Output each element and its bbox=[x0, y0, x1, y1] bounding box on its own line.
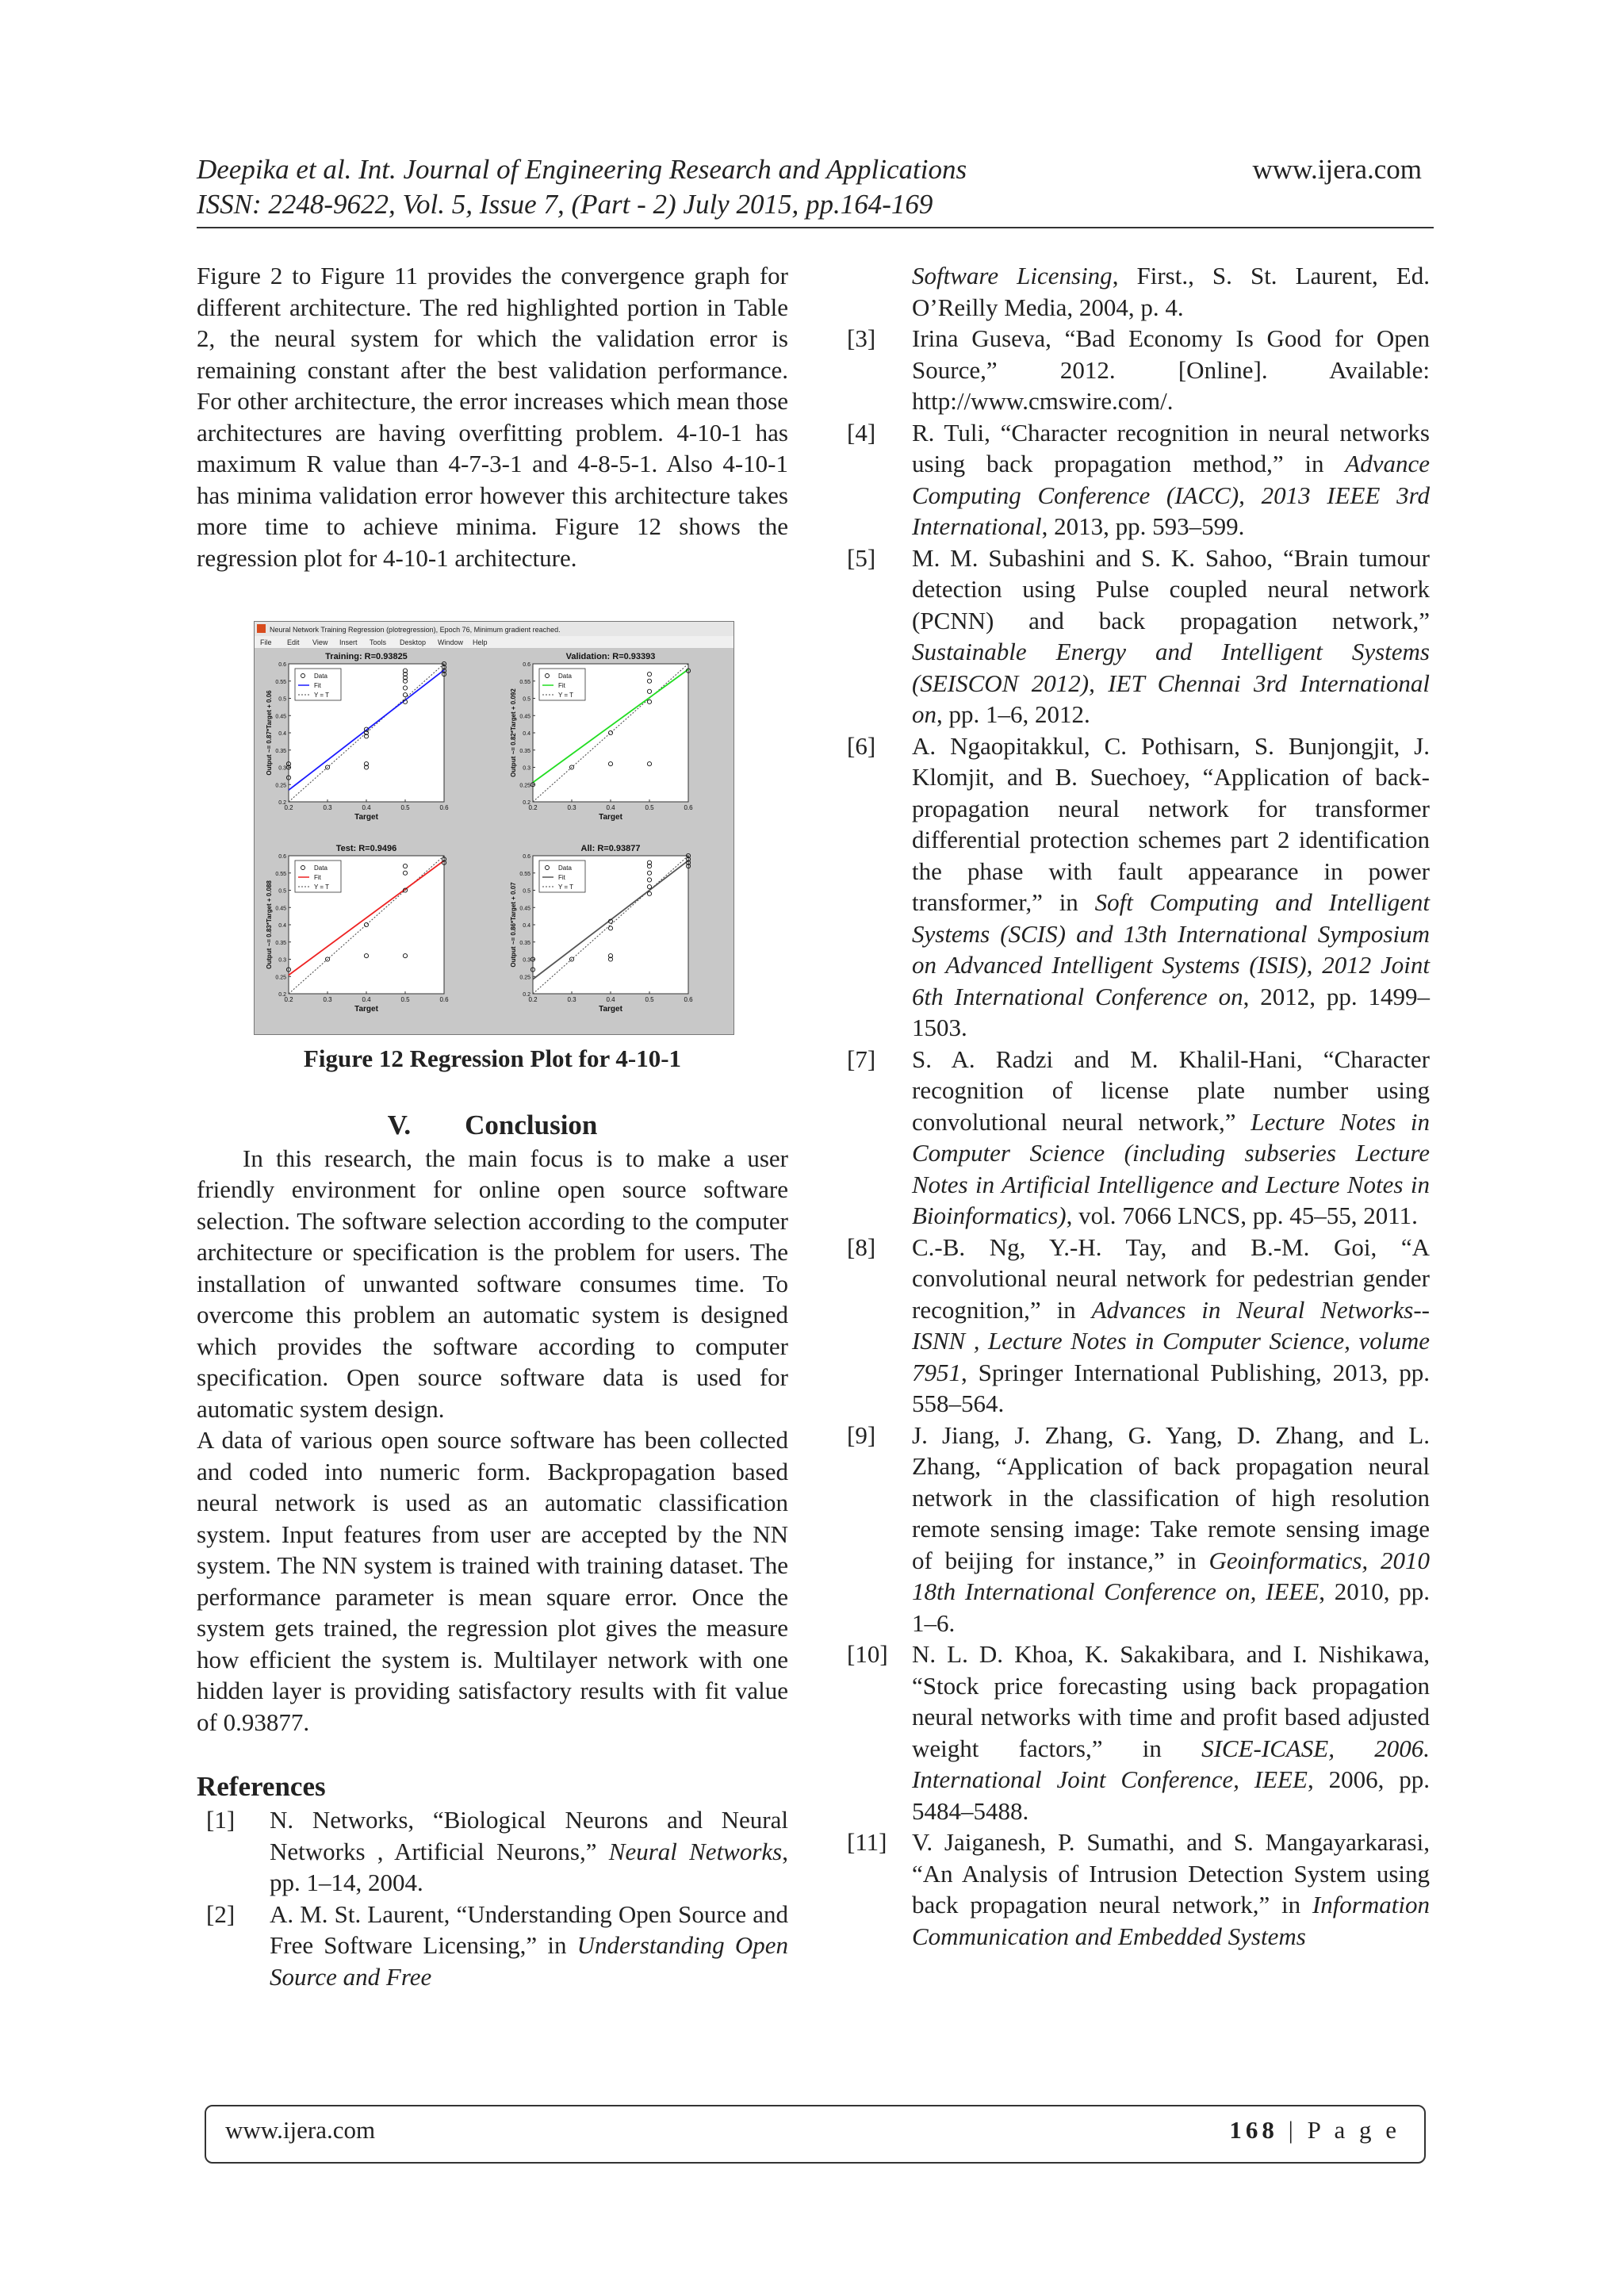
menu-item[interactable]: Insert bbox=[339, 638, 358, 646]
x-tick-label: 0.6 bbox=[439, 996, 449, 1003]
reference-source: Understanding Open Source and Free bbox=[270, 1931, 788, 1991]
x-tick-label: 0.4 bbox=[606, 804, 615, 811]
page-number-value: 168 bbox=[1229, 2116, 1278, 2144]
matlab-icon bbox=[257, 624, 266, 633]
x-axis-label: Target bbox=[354, 1005, 378, 1014]
x-tick-label: 0.4 bbox=[362, 996, 371, 1003]
reference-text: A. M. St. Laurent, “Understanding Open Source and Free Software Licensing,” in bbox=[270, 1899, 788, 1959]
reference-source: Geoinformatics, 2010 18th International Conference on, IEEE bbox=[912, 1546, 1430, 1605]
y-tick-label: 0.55 bbox=[519, 679, 530, 685]
reference-text: J. Jiang, J. Zhang, G. Yang, D. Zhang, and L. Zhang, “Application of back propagation neural network in the classification of high resolution remote sensing image: Take remote sensing image of beijing for instance,” in bbox=[912, 1420, 1430, 1574]
running-header bbox=[197, 152, 1422, 222]
reference-details: , pp. 1–6, 2012. bbox=[936, 700, 1090, 728]
y-tick-label: 0.4 bbox=[523, 923, 530, 929]
reference-details: , 2012, pp. 1499–1503. bbox=[912, 982, 1431, 1041]
x-tick-label: 0.5 bbox=[400, 804, 410, 811]
legend-entry: Data bbox=[558, 864, 572, 872]
reference-item bbox=[847, 1232, 1430, 1420]
y-tick-label: 0.3 bbox=[278, 957, 286, 964]
menu-item[interactable]: Desktop bbox=[400, 638, 427, 646]
menu-item[interactable]: File bbox=[260, 638, 272, 646]
y-tick-label: 0.2 bbox=[523, 992, 530, 998]
menu-item[interactable]: Window bbox=[438, 638, 464, 646]
reference-source: Information Communication and Embedded Systems bbox=[912, 1891, 1430, 1950]
figure-window-title: Neural Network Training Regression (plotregression), Epoch 76, Minimum gradient reached. bbox=[270, 626, 561, 634]
subplot-title: Test: R=0.9496 bbox=[335, 844, 397, 853]
menu-item[interactable]: Tools bbox=[370, 638, 387, 646]
legend-entry: Data bbox=[314, 673, 327, 680]
reference-item bbox=[847, 1044, 1430, 1232]
y-tick-label: 0.6 bbox=[278, 662, 286, 668]
section-number: V. bbox=[387, 1109, 412, 1140]
reference-source: Sustainable Energy and Intelligent Systems (SEISCON 2012), IET Chennai 3rd International on bbox=[912, 638, 1430, 728]
reference-details: , 2006, pp. 5484–5488. bbox=[912, 1765, 1430, 1825]
x-tick-label: 0.6 bbox=[684, 996, 693, 1003]
legend-entry: Y = T bbox=[558, 884, 574, 891]
reference-details: , 2013, pp. 593–599. bbox=[1041, 512, 1245, 540]
x-tick-label: 0.2 bbox=[528, 804, 538, 811]
reference-source: Advances in Neural Networks--ISNN , Lecture Notes in Computer Science, volume 7951 bbox=[912, 1295, 1430, 1386]
page-label: | P a g e bbox=[1277, 2116, 1400, 2144]
legend-entry: Y = T bbox=[558, 692, 574, 699]
reference-number: [4] bbox=[847, 418, 876, 447]
reference-number: [2] bbox=[206, 1899, 236, 1928]
x-tick-label: 0.3 bbox=[323, 804, 332, 811]
x-tick-label: 0.5 bbox=[400, 996, 410, 1003]
y-tick-label: 0.45 bbox=[519, 714, 530, 720]
reference-number: [10] bbox=[847, 1640, 888, 1668]
reference-item bbox=[847, 730, 1430, 1044]
subplot-title: All: R=0.93877 bbox=[580, 844, 641, 853]
x-tick-label: 0.3 bbox=[567, 804, 576, 811]
reference-number: [3] bbox=[847, 324, 876, 352]
legend-entry: Fit bbox=[558, 682, 565, 689]
reference-number: [11] bbox=[847, 1828, 887, 1856]
x-axis-label: Target bbox=[599, 1005, 622, 1014]
reference-source: SICE-ICASE, 2006. International Joint Conference, IEEE bbox=[912, 1734, 1430, 1793]
conclusion-heading bbox=[197, 1108, 788, 1143]
y-tick-label: 0.2 bbox=[278, 800, 286, 806]
subplot-title: Training: R=0.93825 bbox=[325, 652, 408, 661]
figure-menu bbox=[260, 638, 488, 646]
x-axis-label: Target bbox=[599, 813, 622, 822]
reference-details: , First., S. St. Laurent, Ed. O’Reilly Media, 2004, p. 4. bbox=[912, 262, 1430, 321]
legend-entry: Y = T bbox=[314, 692, 330, 699]
y-axis-label: Output ~= 0.82*Target + 0.092 bbox=[510, 688, 517, 777]
x-tick-label: 0.2 bbox=[284, 804, 293, 811]
reference-details: , vol. 7066 LNCS, pp. 45–55, 2011. bbox=[1066, 1202, 1418, 1229]
y-tick-label: 0.6 bbox=[523, 662, 530, 668]
reference-source: Neural Networks bbox=[608, 1837, 783, 1865]
x-tick-label: 0.3 bbox=[323, 996, 332, 1003]
reference-item bbox=[847, 1639, 1430, 1826]
reference-source: Advance Computing Conference (IACC), 2013 IEEE 3rd International bbox=[912, 450, 1430, 540]
y-tick-label: 0.5 bbox=[278, 888, 286, 895]
y-tick-label: 0.35 bbox=[519, 748, 530, 754]
y-tick-label: 0.5 bbox=[278, 696, 286, 703]
header-divider bbox=[197, 227, 1434, 228]
x-tick-label: 0.4 bbox=[362, 804, 371, 811]
y-tick-label: 0.2 bbox=[523, 800, 530, 806]
y-tick-label: 0.35 bbox=[519, 940, 530, 946]
y-tick-label: 0.4 bbox=[278, 731, 286, 737]
y-tick-label: 0.35 bbox=[275, 940, 286, 946]
legend-entry: Data bbox=[314, 864, 327, 872]
y-axis-label: Output ~= 0.86*Target + 0.07 bbox=[510, 882, 517, 968]
reference-number: [5] bbox=[847, 543, 876, 572]
reference-item bbox=[197, 1804, 788, 1899]
reference-text: N. Networks, “Biological Neurons and Neural Networks , Artificial Neurons,” bbox=[270, 1806, 788, 1865]
y-tick-label: 0.5 bbox=[523, 696, 530, 703]
reference-number: [7] bbox=[847, 1045, 876, 1073]
reference-number: [6] bbox=[847, 731, 876, 760]
y-tick-label: 0.35 bbox=[275, 748, 286, 754]
reference-source: Soft Computing and Intelligent Systems (SCIS) and 13th International Symposium on Advanced Intelligent Systems (ISIS), 2012 Joint 6th International Conference on bbox=[912, 888, 1431, 1010]
menu-item[interactable]: Help bbox=[473, 638, 488, 646]
section-title: Conclusion bbox=[465, 1109, 598, 1140]
reference-source: Software Licensing bbox=[912, 262, 1113, 289]
y-tick-label: 0.6 bbox=[523, 854, 530, 860]
reference-text: A. Ngaopitakkul, C. Pothisarn, S. Bunjongjit, J. Klomjit, and B. Suechoey, “Application of back-propagation neural network for transformer differential protection schemes part 2 identification the phase with fault appearance in power transformer,” in bbox=[912, 731, 1430, 916]
legend-entry: Fit bbox=[558, 874, 565, 881]
reference-text: S. A. Radzi and M. Khalil-Hani, “Character recognition of license plate number using convolutional neural network,” bbox=[912, 1045, 1430, 1136]
reference-item bbox=[847, 1420, 1430, 1639]
x-tick-label: 0.5 bbox=[645, 804, 654, 811]
legend-entry: Fit bbox=[314, 682, 321, 689]
x-tick-label: 0.6 bbox=[439, 804, 449, 811]
reference-number: [1] bbox=[206, 1806, 236, 1834]
x-tick-label: 0.3 bbox=[567, 996, 576, 1003]
x-tick-label: 0.6 bbox=[684, 804, 693, 811]
references-heading: References bbox=[197, 1771, 326, 1802]
reference-text: V. Jaiganesh, P. Sumathi, and S. Mangayarkarasi, “An Analysis of Intrusion Detection System using back propagation neural network,” in bbox=[912, 1828, 1430, 1918]
regression-figure bbox=[254, 621, 734, 1035]
x-tick-label: 0.5 bbox=[645, 996, 654, 1003]
reference-item bbox=[847, 417, 1430, 542]
legend-entry: Data bbox=[558, 673, 572, 680]
right-column bbox=[847, 260, 1430, 1952]
reference-text: C.-B. Ng, Y.-H. Tay, and B.-M. Goi, “A convolutional neural network for pedestrian gender recognition,” in bbox=[912, 1232, 1430, 1324]
reference-item bbox=[847, 323, 1430, 417]
y-tick-label: 0.45 bbox=[275, 714, 286, 720]
reference-details: , 2010, pp. 1–6. bbox=[912, 1577, 1430, 1637]
y-axis-label: Output ~= 0.83*Target + 0.088 bbox=[266, 880, 273, 969]
y-tick-label: 0.55 bbox=[275, 679, 286, 685]
left-column bbox=[197, 260, 788, 1992]
reference-text: N. L. D. Khoa, K. Sakakibara, and I. Nishikawa, “Stock price forecasting using back propagation neural networks with time and profit based adjusted weight factors,” in bbox=[912, 1640, 1430, 1762]
header-url[interactable]: www.ijera.com bbox=[1252, 154, 1422, 185]
reference-text: M. M. Subashini and S. K. Sahoo, “Brain tumour detection using Pulse coupled neural network (PCNN) and back propagation network,” bbox=[912, 543, 1430, 634]
y-tick-label: 0.55 bbox=[519, 871, 530, 877]
y-tick-label: 0.45 bbox=[519, 906, 530, 912]
reference-source: Lecture Notes in Computer Science (including subseries Lecture Notes in Artificial Intelligence and Lecture Notes in Bioinformatics) bbox=[912, 1107, 1430, 1229]
reference-text: Irina Guseva, “Bad Economy Is Good for Open Source,” 2012. [Online]. Available: http://www.cmswire.com/. bbox=[912, 324, 1430, 415]
y-tick-label: 0.3 bbox=[523, 765, 530, 772]
x-tick-label: 0.2 bbox=[528, 996, 538, 1003]
reference-item bbox=[197, 1899, 788, 1993]
x-tick-label: 0.4 bbox=[606, 996, 615, 1003]
y-tick-label: 0.2 bbox=[278, 992, 286, 998]
subplot-title: Validation: R=0.93393 bbox=[565, 652, 656, 661]
conclusion-paragraph-1: In this research, the main focus is to make a user friendly environment for online open source software selection. The software selection according to the computer architecture or specification is the problem for users. The installation of unwanted software consumes time. To overcome this problem an automatic system is designed which provides the software according to computer specification. Open source software data is used for automatic system design. bbox=[197, 1144, 788, 1423]
reference-details: , pp. 1–14, 2004. bbox=[270, 1837, 788, 1896]
y-axis-label: Output ~= 0.87*Target + 0.06 bbox=[266, 690, 273, 776]
y-tick-label: 0.3 bbox=[523, 957, 530, 964]
menu-item[interactable]: Edit bbox=[287, 638, 300, 646]
header-issn-line: ISSN: 2248-9622, Vol. 5, Issue 7, (Part - 2) July 2015, pp.164-169 bbox=[197, 189, 933, 220]
y-tick-label: 0.6 bbox=[278, 854, 286, 860]
x-axis-label: Target bbox=[354, 813, 378, 822]
y-tick-label: 0.55 bbox=[275, 871, 286, 877]
menu-item[interactable]: View bbox=[312, 638, 328, 646]
figure-caption: Figure 12 Regression Plot for 4-10-1 bbox=[303, 1045, 682, 1072]
y-tick-label: 0.45 bbox=[275, 906, 286, 912]
reference-item bbox=[847, 1826, 1430, 1952]
y-tick-label: 0.5 bbox=[523, 888, 530, 895]
y-tick-label: 0.4 bbox=[523, 731, 530, 737]
y-tick-label: 0.4 bbox=[278, 923, 286, 929]
page-number bbox=[1229, 2116, 1400, 2145]
footer-url[interactable]: www.ijera.com bbox=[225, 2116, 376, 2144]
page-footer bbox=[205, 2105, 1426, 2164]
header-journal-line: Deepika et al. Int. Journal of Engineering Research and Applications bbox=[197, 154, 967, 185]
regression-figure-svg bbox=[254, 621, 734, 1035]
reference-number: [9] bbox=[847, 1420, 876, 1449]
reference-item-continued bbox=[847, 260, 1430, 323]
reference-text: R. Tuli, “Character recognition in neural networks using back propagation method,” in bbox=[912, 418, 1430, 477]
legend-entry: Y = T bbox=[314, 884, 330, 891]
reference-number: [8] bbox=[847, 1232, 876, 1261]
y-tick-label: 0.25 bbox=[275, 783, 286, 789]
y-tick-label: 0.25 bbox=[519, 975, 530, 981]
reference-item bbox=[847, 542, 1430, 730]
x-tick-label: 0.2 bbox=[284, 996, 293, 1003]
y-tick-label: 0.3 bbox=[278, 765, 286, 772]
intro-paragraph: Figure 2 to Figure 11 provides the convergence graph for different architecture. The red highlighted portion in Table 2, the neural system for which the validation error is remaining constant after the best validation performance. For other architecture, the error increases which mean those architectures are having overfitting problem. 4-10-1 has maximum R value than 4-7-3-1 and 4-8-5-1. Also 4-10-1 has minima validation error however this architecture takes more time to achieve minima. Figure 12 shows the regression plot for 4-10-1 architecture. bbox=[197, 262, 788, 572]
legend-entry: Fit bbox=[314, 874, 321, 881]
y-tick-label: 0.25 bbox=[275, 975, 286, 981]
y-tick-label: 0.25 bbox=[519, 783, 530, 789]
reference-details: , Springer International Publishing, 2013, pp. 558–564. bbox=[912, 1358, 1430, 1417]
conclusion-paragraph-2: A data of various open source software has been collected and coded into numeric form. Backpropagation based neural network is used as an automatic classification system. Input features from user are accepted by the NN system. The NN system is trained with training dataset. The performance parameter is mean square error. Once the system gets trained, the regression plot gives the measure how efficient the system is. Multilayer network with one hidden layer is providing satisfactory results with fit value of 0.93877. bbox=[197, 1426, 788, 1736]
